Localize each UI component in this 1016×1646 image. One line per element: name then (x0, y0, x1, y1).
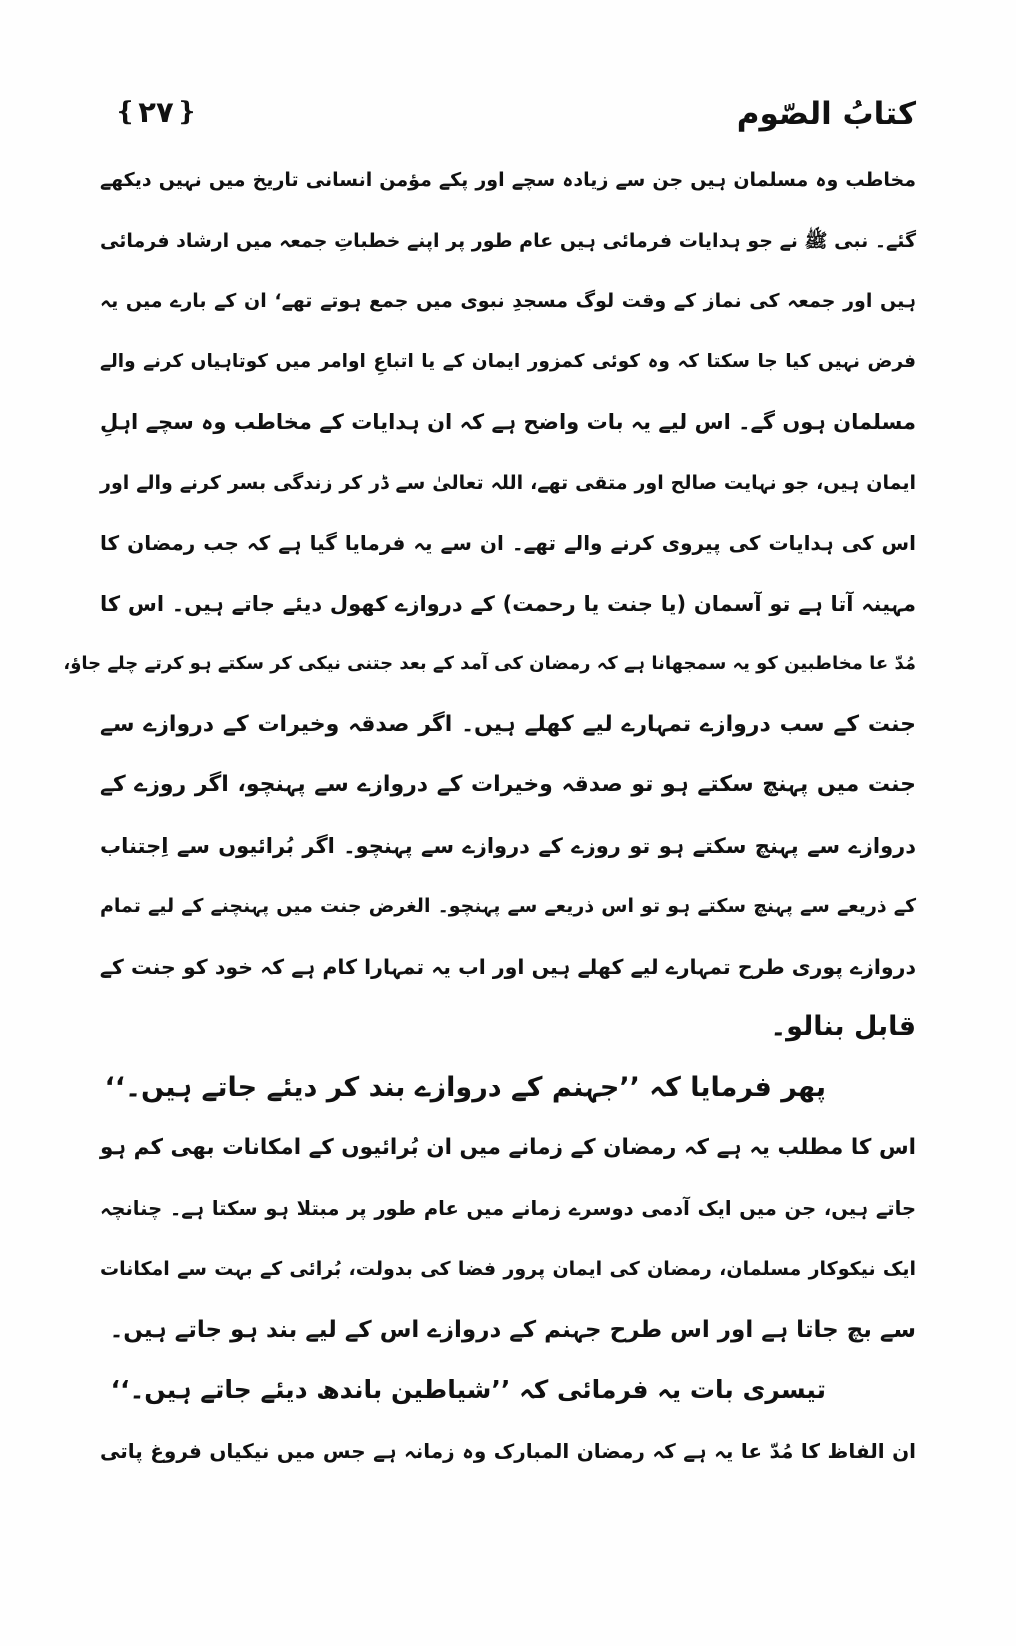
left-ornament-icon: ❴ (114, 97, 137, 127)
text-line: مخاطب وہ مسلمان ہیں جن سے زیادہ سچے اور پکے مؤمن انسانی تاریخ میں نہیں دیکھے (100, 169, 916, 191)
text-line: جنت میں پہنچ سکتے ہو تو صدقہ وخیرات کے دروازے سے پہنچو، اگر روزے کے (100, 772, 916, 797)
text-line: اس کا مطلب یہ ہے کہ رمضان کے زمانے میں ان بُرائیوں کے امکانات بھی کم ہو (100, 1135, 916, 1160)
text-line: فرض نہیں کیا جا سکتا کہ وہ کوئی کمزور ایمان کے یا اتباعِ اوامر میں کوتاہیاں کرنے والے (100, 350, 916, 372)
text-line: کے ذریعے سے پہنچ سکتے ہو تو اس ذریعے سے پہنچو۔ الغرض جنت میں پہنچنے کے لیے تمام (100, 895, 916, 917)
text-line: مسلمان ہوں گے۔ اس لیے یہ بات واضح ہے کہ ان ہدایات کے مخاطب وہ سچے اہلِ (100, 410, 916, 434)
right-ornament-icon: ❵ (175, 97, 198, 127)
running-title: کتابُ الصّوم (736, 96, 916, 132)
text-line: گئے۔ نبی ﷺ نے جو ہدایات فرمائی ہیں عام طور پر اپنے خطباتِ جمعہ میں ارشاد فرمائی (100, 229, 916, 252)
text-line: اس کی ہدایات کی پیروی کرنے والے تھے۔ ان سے یہ فرمایا گیا ہے کہ جب رمضان کا (100, 531, 916, 555)
text-line: تیسری بات یہ فرمائی کہ ’’شیاطین باندھ دیئے جاتے ہیں۔‘‘ (110, 1375, 826, 1404)
page-header (100, 88, 916, 142)
text-line: ہیں اور جمعہ کی نماز کے وقت لوگ مسجدِ نبوی میں جمع ہوتے تھے‘ ان کے بارے میں یہ (100, 290, 916, 312)
text-line: مُدّ عا مخاطبین کو یہ سمجھانا ہے کہ رمضان کی آمد کے بعد جتنی نیکی کر سکتے ہو کرتے چلے جاؤ، (63, 653, 916, 674)
text-line: پھر فرمایا کہ ’’جہنم کے دروازے بند کر دیئے جاتے ہیں۔‘‘ (104, 1071, 826, 1103)
body-text (63, 150, 916, 1481)
text-line: دروازے پوری طرح تمہارے لیے کھلے ہیں اور اب یہ تمہارا کام ہے کہ خود کو جنت کے (99, 954, 916, 979)
text-line: دروازے سے پہنچ سکتے ہو تو روزے کے دروازے سے پہنچو۔ اگر بُرائیوں سے اِجتناب (100, 833, 916, 858)
text-line: جنت کے سب دروازے تمہارے لیے کھلے ہیں۔ اگر صدقہ وخیرات کے دروازے سے (100, 711, 916, 737)
text-line: ان الفاظ کا مُدّ عا یہ ہے کہ رمضان المبارک وہ زمانہ ہے جس میں نیکیاں فروغ پاتی (100, 1438, 916, 1463)
text-line: ایک نیکوکار مسلمان، رمضان کی ایمان پرور فضا کی بدولت، بُرائی کے بہت سے امکانات (100, 1258, 916, 1280)
text-line: ایمان ہیں، جو نہایت صالح اور متقی تھے، اللہ تعالیٰ سے ڈر کر زندگی بسر کرنے والے اور (100, 471, 916, 494)
page-number: ۲۷ (138, 95, 174, 129)
page-number-badge (112, 92, 200, 132)
text-line: سے بچ جاتا ہے اور اس طرح جہنم کے دروازے اس کے لیے بند ہو جاتے ہیں۔ (109, 1316, 916, 1343)
text-line: مہینہ آتا ہے تو آسمان (یا جنت یا رحمت) کے دروازے کھول دیئے جاتے ہیں۔ اس کا (100, 591, 916, 616)
text-line: جاتے ہیں، جن میں ایک آدمی دوسرے زمانے میں عام طور پر مبتلا ہو سکتا ہے۔ چنانچہ (100, 1196, 916, 1220)
text-line: قابل بنالو۔ (770, 1011, 916, 1042)
